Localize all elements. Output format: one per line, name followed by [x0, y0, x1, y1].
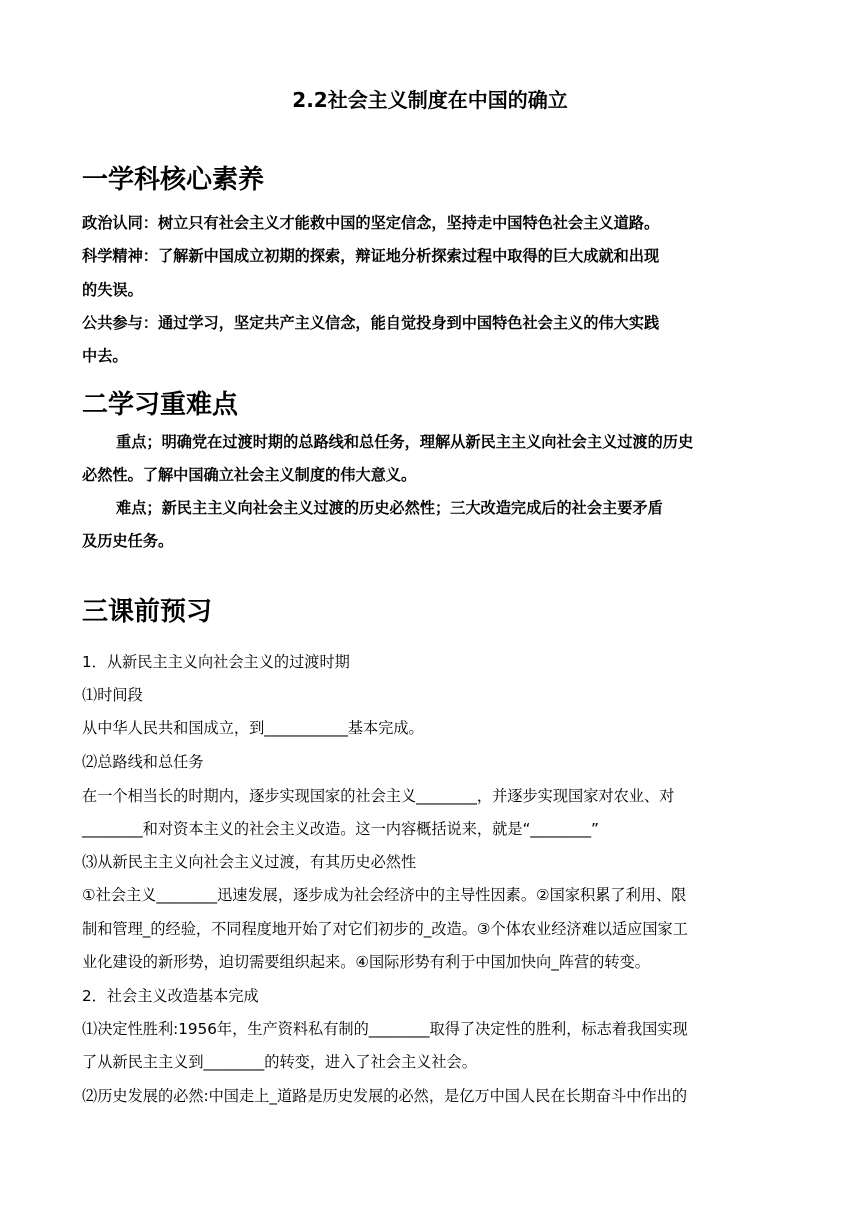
question-line: 了从新民主主义到________的转变，进入了社会主义社会。	[82, 1053, 477, 1071]
paragraph-line: 中去。	[82, 347, 128, 365]
question-line: 2．社会主义改造基本完成	[82, 987, 259, 1005]
paragraph-line: 重点；明确党在过渡时期的总路线和总任务，理解从新民主主义向社会主义过渡的历史	[116, 433, 694, 451]
paragraph-line: 公共参与：通过学习，坚定共产主义信念，能自觉投身到中国特色社会主义的伟大实践	[82, 314, 660, 332]
paragraph-line: 及历史任务。	[82, 532, 174, 550]
question-line: ⑵历史发展的必然:中国走上_道路是历史发展的必然，是亿万中国人民在长期奋斗中作出的	[82, 1087, 688, 1105]
paragraph-line: 难点；新民主主义向社会主义过渡的历史必然性；三大改造完成后的社会主要矛盾	[116, 499, 663, 517]
question-line: ________和对资本主义的社会主义改造。这一内容概括说来，就是“________”	[82, 820, 599, 838]
question-line: ⑵总路线和总任务	[82, 753, 204, 771]
paragraph-line: 科学精神：了解新中国成立初期的探索，辩证地分析探索过程中取得的巨大成就和出现	[82, 247, 660, 265]
question-line: ①社会主义________迅速发展，逐步成为社会经济中的主导性因素。②国家积累了利用、限	[82, 886, 687, 904]
section-heading-preview: 三课前预习	[82, 597, 213, 627]
paragraph-line: 必然性。了解中国确立社会主义制度的伟大意义。	[82, 466, 417, 484]
document-title: 2.2社会主义制度在中国的确立	[292, 88, 568, 112]
section-heading-core-literacy: 一学科核心素养	[82, 165, 265, 195]
question-line: 制和管理_的经验，不同程度地开始了对它们初步的_改造。③个体农业经济难以适应国家工	[82, 920, 688, 938]
paragraph-line: 的失误。	[82, 281, 143, 299]
question-line: ⑴时间段	[82, 686, 143, 704]
paragraph-line: 政治认同：树立只有社会主义才能救中国的坚定信念，坚持走中国特色社会主义道路。	[82, 214, 660, 232]
question-line: 从中华人民共和国成立，到___________基本完成。	[82, 719, 424, 737]
question-line: 业化建设的新形势，迫切需要组织起来。④国际形势有利于中国加快向_阵营的转变。	[82, 953, 650, 971]
question-line: 1．从新民主主义向社会主义的过渡时期	[82, 653, 350, 671]
section-heading-key-points: 二学习重难点	[82, 390, 239, 420]
question-line: ⑴决定性胜利:1956年，生产资料私有制的________取得了决定性的胜利，标志着我国实现	[82, 1020, 688, 1038]
question-line: 在一个相当长的时期内，逐步实现国家的社会主义________，并逐步实现国家对农业、对	[82, 787, 675, 805]
question-line: ⑶从新民主主义向社会主义过渡，有其历史必然性	[82, 853, 417, 871]
